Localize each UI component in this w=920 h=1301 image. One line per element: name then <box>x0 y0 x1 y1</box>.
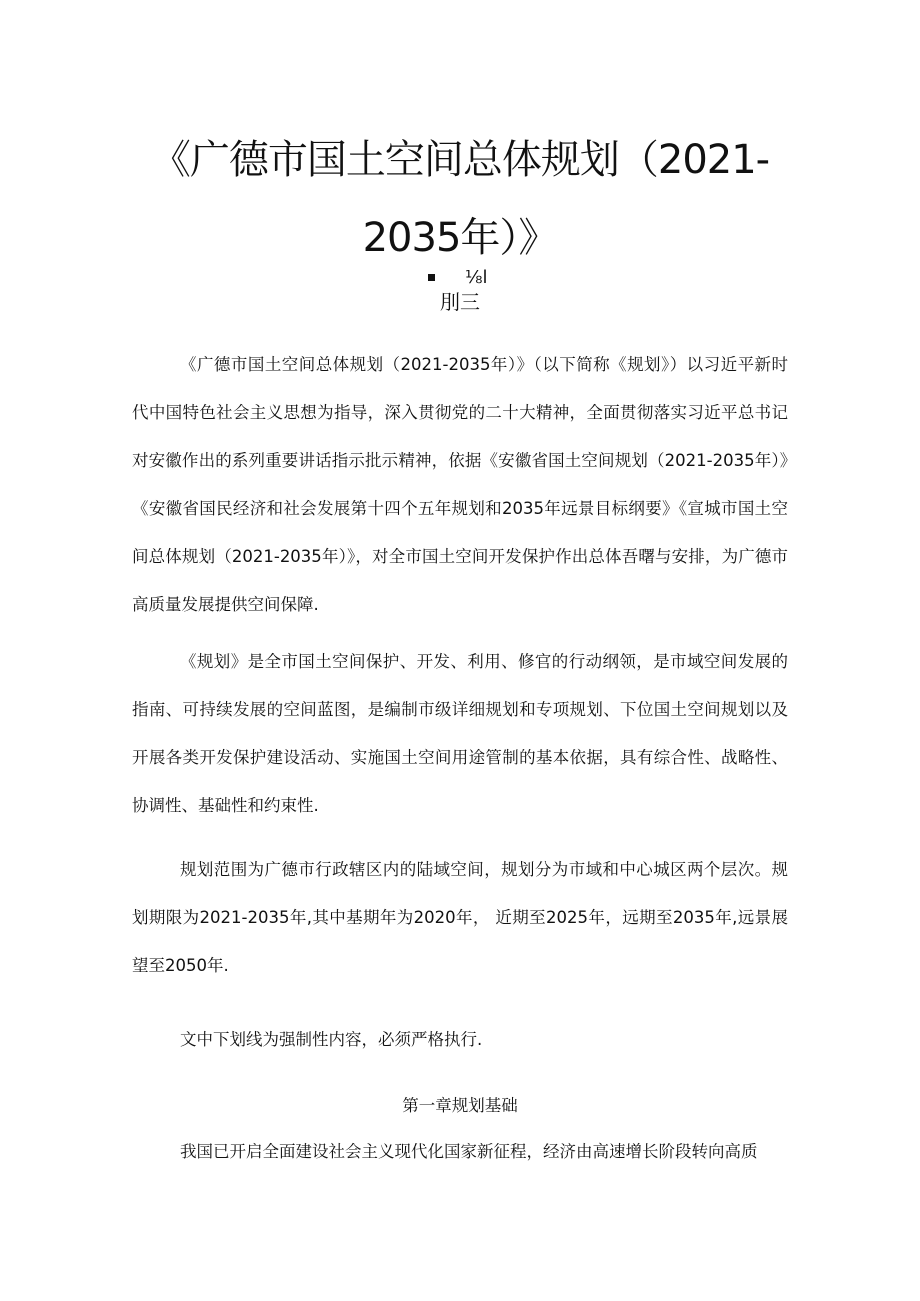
preface-heading: 刖三 <box>440 290 480 314</box>
paragraph-scope: 规划范围为广德市行政辖区内的陆域空间，规划分为市域和中心城区两个层次。规划期限为2021-2035年,其中基期年为2020年， 近期至2025年，远期至2035年,远景展望至2050年. <box>132 860 788 975</box>
paragraph-chapter-start: 我国已开启全面建设社会主义现代化国家新征程，经济由高速增长阶段转向高质 <box>180 1142 758 1161</box>
paragraph-role: 《规划》是全市国土空间保护、开发、利用、修官的行动纲领，是市域空间发展的指南、可持续发展的空间蓝图，是编制市级详细规划和专项规划、下位国土空间规划以及开展各类开发保护建设活动、实施国土空间用途管制的基本依据，具有综合性、战略性、协调性、基础性和约束性. <box>132 652 788 815</box>
paragraph-note: 文中下划线为强制性内容，必须严格执行. <box>180 1030 483 1049</box>
chapter-heading: 第一章规划基础 <box>402 1096 518 1115</box>
document-title-line-1: 《广德市国土空间总体规划（2021- <box>150 137 770 183</box>
mark-text: ⅛l <box>465 266 488 288</box>
square-bullet-icon <box>428 274 435 281</box>
document-title-line-2: 2035年）》 <box>362 215 558 261</box>
paragraph-intro: 《广德市国土空间总体规划（2021-2035年）》（以下简称《规划》）以习近平新时代中国特色社会主义思想为指导，深入贯彻党的二十大精神，全面贯彻落实习近平总书记对安徽作出的系列重要讲话指示批示精神，依据《安徽省国土空间规划（2021-2035年）》《安徽省国民经济和社会发展第十四个五年规划和2035年远景目标纲要》《宣城市国土空间总体规划（2021-2035年）》，对全市国土空间开发保护作出总体吾曙与安排，为广德市高质量发展提供空间保障. <box>132 355 788 614</box>
ocr-artifact-mark <box>428 266 487 288</box>
